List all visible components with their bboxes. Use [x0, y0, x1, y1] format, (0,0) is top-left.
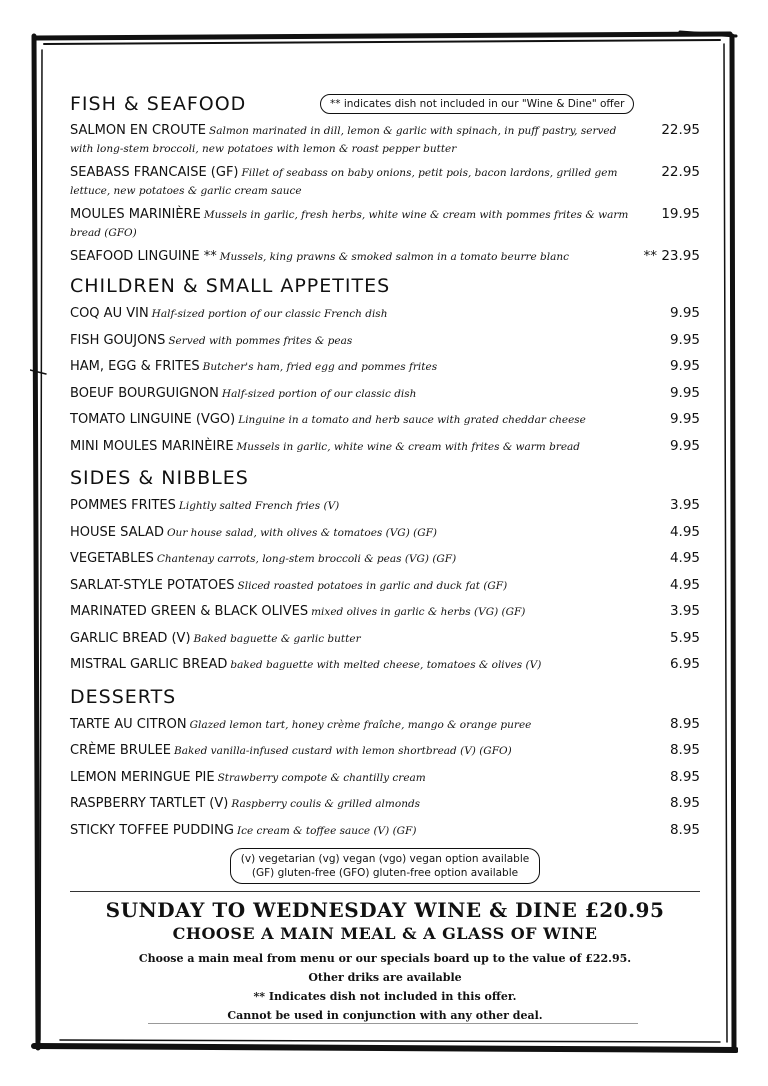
menu-item-name: MARINATED GREEN & BLACK OLIVES [70, 604, 309, 619]
menu-item-description: Butcher's ham, fried egg and pommes frites [202, 361, 438, 373]
menu-item-price: 9.95 [669, 384, 700, 401]
menu-item-price: 8.95 [669, 715, 700, 732]
children-section [70, 272, 700, 456]
promo-line: Other driks are available [308, 971, 462, 984]
menu-item-description: Half-sized portion of our classic dish [221, 387, 417, 400]
menu-item-price: 3.95 [669, 497, 700, 513]
menu-item-description: baked baguette with melted cheese, tomatoes & olives (V) [230, 659, 542, 671]
section-title: SIDES & NIBBLES [70, 467, 249, 489]
promo-subheadline: CHOOSE A MAIN MEAL & A GLASS OF WINE [172, 924, 598, 943]
menu-item-price: 5.95 [669, 629, 700, 646]
legend-line: (v) vegetarian (vg) vegan (vgo) vegan option available [240, 853, 530, 865]
menu-item [70, 577, 700, 595]
menu-item-description: mixed olives in garlic & herbs (VG) (GF) [311, 606, 526, 618]
menu-item-name: TOMATO LINGUINE (VGO) [70, 412, 236, 427]
wine-dine-promo [70, 898, 700, 1025]
menu-item [70, 716, 700, 734]
menu-item-name: BOEUF BOURGUIGNON [70, 385, 219, 401]
promo-line: Cannot be used in conjunction with any other deal. [227, 1009, 543, 1022]
children-header [70, 272, 700, 300]
menu-item-price: 9.95 [669, 437, 700, 454]
menu-item-description: Glazed lemon tart, honey crème fraîche, mango & orange puree [189, 718, 532, 731]
menu-item [70, 742, 700, 760]
menu-item-description: Chantenay carrots, long-stem broccoli & peas (VG) (GF) [156, 553, 457, 565]
fish-header [70, 90, 700, 118]
menu-content [70, 90, 700, 884]
menu-item-price: 8.95 [669, 768, 700, 785]
wine-dine-note: ** indicates dish not included in our "Wine & Dine" offer [320, 94, 634, 114]
menu-item-name: VEGETABLES [70, 551, 154, 566]
menu-item-price: 6.95 [669, 656, 700, 672]
menu-item [70, 630, 700, 648]
menu-item-price: 22.95 [661, 164, 700, 180]
menu-item-name: MOULES MARINIÈRE [70, 207, 201, 222]
promo-headline: SUNDAY TO WEDNESDAY WINE & DINE £20.95 [105, 898, 665, 922]
menu-item-name: COQ AU VIN [70, 306, 149, 321]
menu-item [70, 385, 700, 403]
menu-item-price: 8.95 [669, 821, 700, 838]
menu-item-name: HAM, EGG & FRITES [70, 359, 200, 374]
fish-seafood-section [70, 90, 700, 266]
menu-item [70, 497, 700, 515]
menu-item-description: Baked vanilla-infused custard with lemon shortbread (V) (GFO) [174, 745, 512, 757]
menu-item-name: FISH GOUJONS [70, 332, 166, 348]
desserts-items [70, 716, 700, 840]
promo-line: Choose a main meal from menu or our specials board up to the value of £22.95. [138, 952, 632, 965]
desserts-section [70, 683, 700, 840]
menu-item-price: ** 23.95 [643, 248, 700, 264]
menu-item [70, 122, 700, 158]
menu-item-price: 8.95 [669, 742, 700, 758]
menu-item [70, 438, 700, 456]
menu-item-description: Fillet of seabass on baby onions, petit pois, bacon lardons, grilled gem lettuce, new potatoes & garlic cream sauce [70, 167, 618, 197]
menu-item-price: 4.95 [669, 550, 700, 566]
menu-item-name: TARTE AU CITRON [70, 716, 187, 732]
menu-item-price: 9.95 [669, 305, 700, 321]
section-title: DESSERTS [70, 685, 177, 708]
menu-item [70, 822, 700, 840]
menu-item-description: Ice cream & toffee sauce (V) (GF) [236, 824, 417, 837]
menu-item-price: 19.95 [661, 206, 700, 222]
children-items [70, 305, 700, 456]
menu-item [70, 206, 700, 242]
legend-line: (GF) gluten-free (GFO) gluten-free option available [251, 867, 519, 879]
sides-header [70, 464, 700, 492]
menu-item-price: 8.95 [669, 795, 700, 811]
menu-item-price: 9.95 [669, 331, 700, 348]
menu-item [70, 550, 700, 568]
section-title: FISH & SEAFOOD [70, 93, 247, 115]
menu-item [70, 332, 700, 350]
fish-items [70, 122, 700, 266]
promo-line: ** Indicates dish not included in this offer. [253, 990, 517, 1003]
desserts-header [70, 683, 700, 711]
menu-item [70, 769, 700, 787]
menu-item [70, 411, 700, 429]
menu-item-description: Mussels in garlic, white wine & cream with frites & warm bread [236, 440, 581, 453]
menu-item [70, 603, 700, 621]
menu-item-description: Served with pommes frites & peas [168, 334, 353, 347]
menu-item-price: 9.95 [669, 358, 700, 374]
menu-item-name: SEAFOOD LINGUINE ** [70, 249, 217, 264]
menu-item-name: SEABASS FRANCAISE (GF) [70, 165, 239, 180]
sides-section [70, 464, 700, 674]
menu-item-name: GARLIC BREAD (V) [70, 630, 191, 646]
menu-item-name: HOUSE SALAD [70, 524, 164, 540]
menu-item-name: RASPBERRY TARTLET (V) [70, 796, 229, 811]
menu-item [70, 358, 700, 376]
menu-item [70, 164, 700, 200]
menu-item [70, 248, 700, 266]
menu-item-name: SALMON EN CROUTE [70, 123, 207, 138]
menu-item-description: Linguine in a tomato and herb sauce with grated cheddar cheese [238, 414, 586, 426]
divider [148, 1023, 638, 1024]
menu-item-name: MISTRAL GARLIC BREAD [70, 657, 228, 672]
menu-item-description: Strawberry compote & chantilly cream [217, 771, 426, 784]
menu-item [70, 656, 700, 674]
menu-item-description: Half-sized portion of our classic French dish [151, 308, 388, 320]
menu-item-description: Raspberry coulis & grilled almonds [231, 798, 421, 810]
menu-item-name: SARLAT-STYLE POTATOES [70, 577, 235, 593]
menu-item-name: LEMON MERINGUE PIE [70, 769, 215, 785]
menu-item [70, 305, 700, 323]
menu-item-price: 4.95 [669, 576, 700, 593]
menu-item-description: Lightly salted French fries (V) [178, 500, 340, 512]
dietary-legend [230, 848, 540, 884]
menu-item-name: POMMES FRITES [70, 498, 176, 513]
menu-item-name: MINI MOULES MARINÈIRE [70, 438, 234, 454]
menu-item-description: Mussels in garlic, fresh herbs, white wine & cream with pommes frites & warm bread (GFO) [70, 209, 629, 239]
menu-item-description: Baked baguette & garlic butter [193, 632, 361, 645]
menu-item-description: Mussels, king prawns & smoked salmon in a tomato beurre blanc [219, 251, 570, 263]
menu-item-name: STICKY TOFFEE PUDDING [70, 822, 234, 838]
menu-item-price: 4.95 [669, 523, 700, 540]
section-title: CHILDREN & SMALL APPETITES [70, 275, 391, 297]
menu-item-price: 22.95 [661, 122, 700, 138]
menu-item-name: CRÈME BRULEE [70, 743, 172, 758]
menu-item [70, 524, 700, 542]
menu-item-description: Sliced roasted potatoes in garlic and duck fat (GF) [237, 579, 508, 592]
divider [70, 891, 700, 892]
menu-item-price: 9.95 [669, 411, 700, 427]
menu-item [70, 795, 700, 813]
sides-items [70, 497, 700, 674]
menu-item-description: Our house salad, with olives & tomatoes (VG) (GF) [166, 526, 437, 539]
menu-item-price: 3.95 [669, 603, 700, 619]
menu-item-description: Salmon marinated in dill, lemon & garlic with spinach, in puff pastry, served with long-stem broccoli, new potatoes with lemon & roast pepper butter [70, 125, 617, 155]
